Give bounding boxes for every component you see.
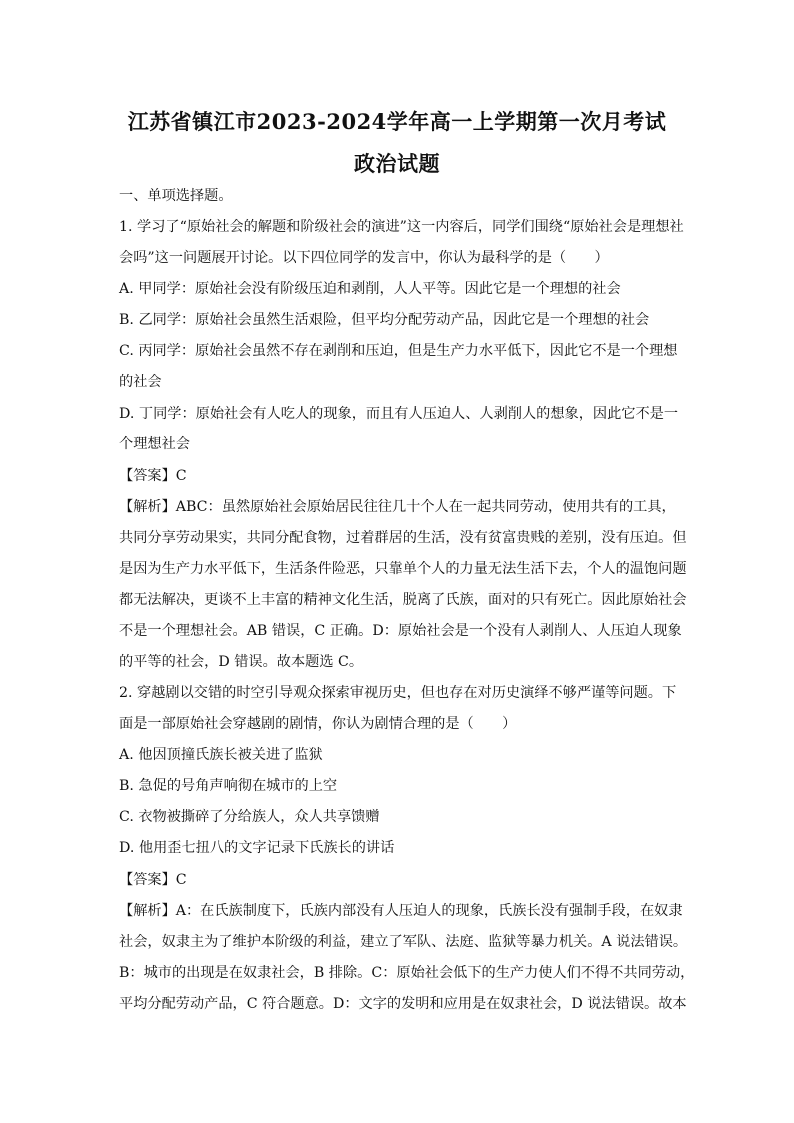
q1-answer: 【答案】C — [119, 468, 187, 484]
q2-stem-1: 2. 穿越剧以交错的时空引导观众探索审视历史，但也存在对历史演绎不够严谨等问题。下 — [119, 685, 677, 701]
q1-analysis-5: 不是一个理想社会。AB 错误，C 正确。D：原始社会是一个没有人剥削人、人压迫人现象 — [119, 623, 682, 639]
q1-analysis-4: 都无法解决，更谈不上丰富的精神文化生活，脱离了氏族，面对的只有死亡。因此原始社会 — [119, 592, 687, 608]
q2-analysis-1: 【解析】A：在氏族制度下，氏族内部没有人压迫人的现象，氏族长没有强制手段，在奴隶 — [119, 903, 683, 919]
q1-option-b: B. 乙同学：原始社会虽然生活艰险，但平均分配劳动产品，因此它是一个理想的社会 — [119, 312, 650, 328]
q2-option-c: C. 衣物被撕碎了分给族人，众人共享馈赠 — [119, 809, 380, 825]
q2-analysis-3: B：城市的出现是在奴隶社会，B 排除。C：原始社会低下的生产力使人们不得不共同劳动， — [119, 965, 695, 981]
q1-analysis-1: 【解析】ABC：虽然原始社会原始居民往往几十个人在一起共同劳动，使用共有的工具， — [119, 499, 676, 515]
document-title: 江苏省镇江市2023-2024学年高一上学期第一次月考试 — [127, 109, 667, 134]
q1-analysis-6: 的平等的社会，D 错误。故本题选 C。 — [119, 654, 364, 670]
q2-option-b: B. 急促的号角声响彻在城市的上空 — [119, 778, 338, 794]
q1-stem-2: 会吗”这一问题展开讨论。以下四位同学的发言中，你认为最科学的是（ ） — [119, 250, 609, 266]
q2-analysis-2: 社会，奴隶主为了维护本阶级的利益，建立了军队、法庭、监狱等暴力机关。A 说法错误。 — [119, 934, 688, 950]
q1-stem-1: 1. 学习了“原始社会的解题和阶级社会的演进”这一内容后，同学们围绕“原始社会是理想社 — [119, 219, 684, 235]
section-heading: 一、单项选择题。 — [119, 188, 233, 204]
q2-option-a: A. 他因顶撞氏族长被关进了监狱 — [119, 747, 323, 763]
q1-option-d-2: 个理想社会 — [119, 436, 190, 452]
q2-answer: 【答案】C — [119, 872, 187, 888]
q2-stem-2: 面是一部原始社会穿越剧的剧情，你认为剧情合理的是（ ） — [119, 716, 517, 732]
q1-option-c-1: C. 丙同学：原始社会虽然不存在剥削和压迫，但是生产力水平低下，因此它不是一个理想 — [119, 343, 678, 359]
q1-analysis-3: 是因为生产力水平低下，生活条件险恶，只靠单个人的力量无法生活下去，个人的温饱问题 — [119, 561, 687, 577]
q2-analysis-4: 平均分配劳动产品，C 符合题意。D：文字的发明和应用是在奴隶社会，D 说法错误。故本 — [119, 996, 687, 1012]
document-subtitle: 政治试题 — [354, 151, 440, 176]
q1-option-a: A. 甲同学：原始社会没有阶级压迫和剥削，人人平等。因此它是一个理想的社会 — [119, 281, 621, 297]
q1-analysis-2: 共同分享劳动果实，共同分配食物，过着群居的生活，没有贫富贵贱的差别，没有压迫。但 — [119, 530, 687, 546]
q1-option-c-2: 的社会 — [119, 374, 162, 390]
q2-option-d: D. 他用歪七扭八的文字记录下氏族长的讲话 — [119, 840, 395, 856]
q1-option-d-1: D. 丁同学：原始社会有人吃人的现象，而且有人压迫人、人剥削人的想象，因此它不是一 — [119, 406, 679, 422]
